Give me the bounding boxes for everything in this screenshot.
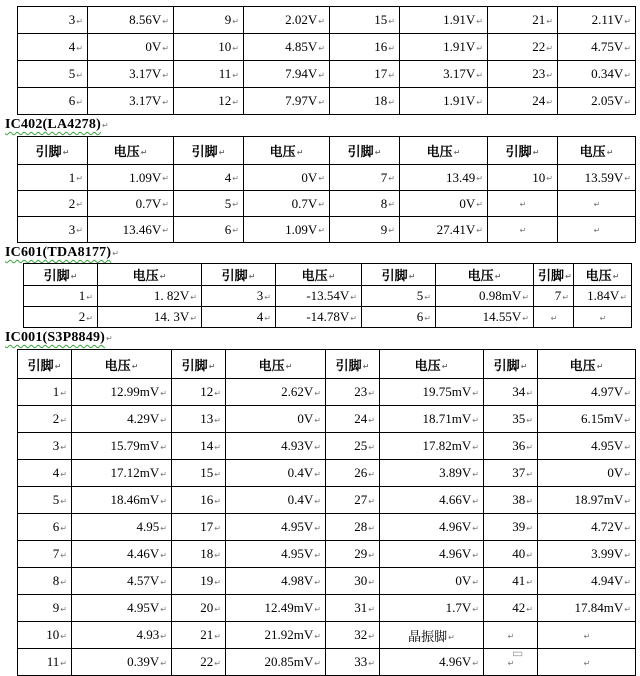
column-header: 引脚 ↵ — [534, 264, 574, 286]
table-cell: 4.95 ↵ — [72, 514, 172, 541]
table-cell: 12.99mV ↵ — [72, 379, 172, 406]
table-row — [24, 286, 632, 307]
column-header: 电压 ↵ — [574, 264, 632, 286]
table-row — [18, 191, 636, 217]
table-cell: 4.96V ↵ — [380, 514, 484, 541]
table-cell: 38 ↵ — [484, 487, 538, 514]
table-cell: 26 ↵ — [326, 460, 380, 487]
table-cell: 24 ↵ — [488, 88, 558, 115]
table-cell: 0V ↵ — [88, 34, 174, 61]
table-cell: 6 ↵ — [18, 514, 72, 541]
table-row — [18, 34, 636, 61]
table-cell: 19 ↵ — [172, 568, 226, 595]
column-header: 电压 ↵ — [436, 264, 534, 286]
table-cell: 7 ↵ — [534, 286, 574, 307]
column-header: 电压 ↵ — [226, 350, 326, 379]
table-cell: 41 ↵ — [484, 568, 538, 595]
table-cell: 3 ↵ — [202, 286, 276, 307]
table-cell: 4.93 ↵ — [72, 622, 172, 649]
table-cell — [574, 307, 632, 328]
table-cell: 4.75V ↵ — [558, 34, 636, 61]
table-cell: 29 ↵ — [326, 541, 380, 568]
table-cell: 0V ↵ — [538, 460, 636, 487]
table-cell: 18.46mV ↵ — [72, 487, 172, 514]
table-row — [18, 406, 636, 433]
table-cell: -14.78V ↵ — [276, 307, 362, 328]
table-cell: 2.11V ↵ — [558, 7, 636, 34]
table-cell: 0V ↵ — [380, 568, 484, 595]
table-cell — [484, 622, 538, 649]
table-cell: 12 ↵ — [174, 88, 244, 115]
table-row — [18, 460, 636, 487]
table-cell: 4.94V ↵ — [538, 568, 636, 595]
table-cell: 17 ↵ — [330, 61, 400, 88]
table-row — [18, 595, 636, 622]
table-row — [18, 61, 636, 88]
ic601-voltage-table — [23, 263, 632, 328]
column-header: 引脚 ↵ — [484, 350, 538, 379]
table-cell: 15 ↵ — [172, 460, 226, 487]
table-cell: 23 ↵ — [488, 61, 558, 88]
table-cell: 4.29V ↵ — [72, 406, 172, 433]
table-cell: 11 ↵ — [174, 61, 244, 88]
table-cell: 17 ↵ — [172, 514, 226, 541]
table-header — [24, 264, 632, 286]
table-cell: 2 ↵ — [24, 307, 98, 328]
table-cell: 4.98V ↵ — [226, 568, 326, 595]
table-cell: 3.89V ↵ — [380, 460, 484, 487]
table-cell: 4.95V ↵ — [226, 514, 326, 541]
column-header: 电压 ↵ — [244, 137, 330, 165]
table-cell: 18.71mV ↵ — [380, 406, 484, 433]
column-header: 引脚 ↵ — [172, 350, 226, 379]
table-cell: 6 ↵ — [362, 307, 436, 328]
table-cell: 0.7V ↵ — [244, 191, 330, 217]
table-cell: 4.66V ↵ — [380, 487, 484, 514]
table-cell: 6.15mV ↵ — [538, 406, 636, 433]
header-row — [24, 264, 632, 286]
column-header: 电压 ↵ — [88, 137, 174, 165]
table-cell: 4.95V ↵ — [72, 595, 172, 622]
table-cell: 22 ↵ — [172, 649, 226, 676]
table-cell: 3.17V ↵ — [88, 88, 174, 115]
column-header: 引脚 ↵ — [18, 137, 88, 165]
table-cell: 2.62V ↵ — [226, 379, 326, 406]
table-cell: 1. 82V ↵ — [98, 286, 202, 307]
column-header: 电压 ↵ — [400, 137, 488, 165]
table-cell: 18 ↵ — [172, 541, 226, 568]
table-cell: 4 ↵ — [18, 34, 88, 61]
watermark-icon: ▭ — [512, 646, 524, 660]
table-cell: -13.54V ↵ — [276, 286, 362, 307]
table-cell: 0V ↵ — [400, 191, 488, 217]
table-cell: 1.7V ↵ — [380, 595, 484, 622]
table-cell — [558, 191, 636, 217]
table-cell: 0.98mV ↵ — [436, 286, 534, 307]
table-cell: 9 ↵ — [174, 7, 244, 34]
table-row — [18, 379, 636, 406]
table-cell: 7 ↵ — [330, 165, 400, 191]
table-row — [18, 88, 636, 115]
table-cell: 10 ↵ — [174, 34, 244, 61]
header-row — [18, 137, 636, 165]
table-cell: 32 ↵ — [326, 622, 380, 649]
table-cell: 5 ↵ — [362, 286, 436, 307]
table-row — [18, 433, 636, 460]
table-cell: 19.75mV ↵ — [380, 379, 484, 406]
table-cell: 4.96V ↵ — [380, 541, 484, 568]
table-cell: 17.82mV ↵ — [380, 433, 484, 460]
ic001-voltage-table — [17, 349, 636, 676]
table-cell: 5 ↵ — [18, 61, 88, 88]
table-cell: 1.91V ↵ — [400, 7, 488, 34]
table-row — [18, 541, 636, 568]
table-cell: 22 ↵ — [488, 34, 558, 61]
column-header: 电压 ↵ — [276, 264, 362, 286]
ic601-title: IC601(TDA8177) ↵ — [5, 245, 119, 261]
column-header: 电压 ↵ — [380, 350, 484, 379]
table-cell: 7.94V ↵ — [244, 61, 330, 88]
table-cell: 8 ↵ — [330, 191, 400, 217]
table-cell: 4.95V ↵ — [226, 541, 326, 568]
table-cell: 1.91V ↵ — [400, 88, 488, 115]
table-row — [18, 568, 636, 595]
table-cell: 4.96V ↵ — [380, 649, 484, 676]
table-cell: 0.34V ↵ — [558, 61, 636, 88]
column-header: 电压 ↵ — [558, 137, 636, 165]
table-cell: 34 ↵ — [484, 379, 538, 406]
table-body — [18, 379, 636, 676]
table-cell: 7.97V ↵ — [244, 88, 330, 115]
table-cell: 2.05V ↵ — [558, 88, 636, 115]
column-header: 引脚 ↵ — [24, 264, 98, 286]
table-body — [24, 286, 632, 328]
table-cell: 1 ↵ — [18, 379, 72, 406]
table-cell: 13 ↵ — [172, 406, 226, 433]
table-cell: 4 ↵ — [18, 460, 72, 487]
table-cell: 16 ↵ — [330, 34, 400, 61]
table-cell: 4.57V ↵ — [72, 568, 172, 595]
table-row — [18, 217, 636, 243]
table-cell: 0V ↵ — [244, 165, 330, 191]
table-cell: 15.79mV ↵ — [72, 433, 172, 460]
table-row — [18, 7, 636, 34]
table-cell: 4.72V ↵ — [538, 514, 636, 541]
table-cell: 8.56V ↵ — [88, 7, 174, 34]
table-cell: 28 ↵ — [326, 514, 380, 541]
table-cell: 27.41V ↵ — [400, 217, 488, 243]
table-cell: 6 ↵ — [18, 88, 88, 115]
column-header: 电压 ↵ — [72, 350, 172, 379]
table-row — [18, 514, 636, 541]
table-cell — [488, 191, 558, 217]
table-cell — [558, 217, 636, 243]
table-cell: 1 ↵ — [18, 165, 88, 191]
table-cell — [538, 622, 636, 649]
table-cell: 10 ↵ — [18, 622, 72, 649]
table-cell: 2.02V ↵ — [244, 7, 330, 34]
table-cell: 40 ↵ — [484, 541, 538, 568]
ic001-title: IC001(S3P8849) ↵ — [5, 330, 113, 346]
table-cell: 18.97mV ↵ — [538, 487, 636, 514]
table-cell: 4 ↵ — [202, 307, 276, 328]
table-row — [18, 649, 636, 676]
table-cell: 23 ↵ — [326, 379, 380, 406]
table-cell: 13.49 ↵ — [400, 165, 488, 191]
table-cell: 39 ↵ — [484, 514, 538, 541]
table-cell: 18 ↵ — [330, 88, 400, 115]
column-header: 引脚 ↵ — [326, 350, 380, 379]
table-cell: 20 ↵ — [172, 595, 226, 622]
table-cell: 4.93V ↵ — [226, 433, 326, 460]
table-cell: 10 ↵ — [488, 165, 558, 191]
column-header: 引脚 ↵ — [362, 264, 436, 286]
table-cell: 14 ↵ — [172, 433, 226, 460]
table-cell: 9 ↵ — [330, 217, 400, 243]
table-cell: 37 ↵ — [484, 460, 538, 487]
table-cell: 3 ↵ — [18, 7, 88, 34]
table-cell: 42 ↵ — [484, 595, 538, 622]
table-cell: 3 ↵ — [18, 433, 72, 460]
table-cell: 35 ↵ — [484, 406, 538, 433]
table-cell: 20.85mV ↵ — [226, 649, 326, 676]
table-row — [18, 165, 636, 191]
table-cell: 1 ↵ — [24, 286, 98, 307]
table-cell: 12.49mV ↵ — [226, 595, 326, 622]
table-cell: 21.92mV ↵ — [226, 622, 326, 649]
table-cell: 21 ↵ — [172, 622, 226, 649]
table-cell: 2 ↵ — [18, 191, 88, 217]
table-cell: 11 ↵ — [18, 649, 72, 676]
table-cell: 17.84mV ↵ — [538, 595, 636, 622]
table-cell: 15 ↵ — [330, 7, 400, 34]
column-header: 引脚 ↵ — [174, 137, 244, 165]
column-header: 电压 ↵ — [538, 350, 636, 379]
table-cell: 1.84V ↵ — [574, 286, 632, 307]
table-cell: 12 ↵ — [172, 379, 226, 406]
table-cell: 14.55V ↵ — [436, 307, 534, 328]
table-cell: 3.17V ↵ — [400, 61, 488, 88]
table-cell — [538, 649, 636, 676]
table-row — [24, 307, 632, 328]
table-cell: 0.39V ↵ — [72, 649, 172, 676]
table-cell: 4.46V ↵ — [72, 541, 172, 568]
column-header: 引脚 ↵ — [18, 350, 72, 379]
table-cell: 2 ↵ — [18, 406, 72, 433]
table-cell — [488, 217, 558, 243]
table-row — [18, 622, 636, 649]
table-cell: 25 ↵ — [326, 433, 380, 460]
table-header — [18, 137, 636, 165]
column-header: 引脚 ↵ — [488, 137, 558, 165]
ic402-voltage-table — [17, 136, 636, 243]
table-cell: 5 ↵ — [18, 487, 72, 514]
table-cell: 14. 3V ↵ — [98, 307, 202, 328]
table-cell: 0V ↵ — [226, 406, 326, 433]
table-cell: 6 ↵ — [174, 217, 244, 243]
table-cell: 17.12mV ↵ — [72, 460, 172, 487]
table-cell: 0.4V ↵ — [226, 487, 326, 514]
table-cell: 1.09V ↵ — [244, 217, 330, 243]
table-cell: 4.85V ↵ — [244, 34, 330, 61]
table-cell: 36 ↵ — [484, 433, 538, 460]
table-cell: 16 ↵ — [172, 487, 226, 514]
column-header: 引脚 ↵ — [330, 137, 400, 165]
ic402-title: IC402(LA4278) ↵ — [5, 117, 109, 133]
table-cell: 3.17V ↵ — [88, 61, 174, 88]
table-cell: 24 ↵ — [326, 406, 380, 433]
table-cell: 21 ↵ — [488, 7, 558, 34]
column-header: 电压 ↵ — [98, 264, 202, 286]
table-header — [18, 350, 636, 379]
table-cell: 0.7V ↵ — [88, 191, 174, 217]
table-body — [18, 165, 636, 243]
table-cell: 7 ↵ — [18, 541, 72, 568]
table-cell: 4 ↵ — [174, 165, 244, 191]
column-header: 引脚 ↵ — [202, 264, 276, 286]
table-cell: 27 ↵ — [326, 487, 380, 514]
header-row — [18, 350, 636, 379]
table-cell: 5 ↵ — [174, 191, 244, 217]
table-cell: 晶振脚 ↵ — [380, 622, 484, 649]
table-cell — [534, 307, 574, 328]
table-cell: 33 ↵ — [326, 649, 380, 676]
table-body — [18, 7, 636, 115]
table-cell: 31 ↵ — [326, 595, 380, 622]
table-cell: 9 ↵ — [18, 595, 72, 622]
table-cell: 13.59V ↵ — [558, 165, 636, 191]
table-cell: 0.4V ↵ — [226, 460, 326, 487]
previous-ic-voltage-table — [17, 6, 636, 115]
table-cell: 1.09V ↵ — [88, 165, 174, 191]
table-cell: 13.46V ↵ — [88, 217, 174, 243]
table-row — [18, 487, 636, 514]
table-cell: 3.99V ↵ — [538, 541, 636, 568]
table-cell: 4.95V ↵ — [538, 433, 636, 460]
table-cell: 1.91V ↵ — [400, 34, 488, 61]
table-cell: 30 ↵ — [326, 568, 380, 595]
table-cell: 3 ↵ — [18, 217, 88, 243]
table-cell: 4.97V ↵ — [538, 379, 636, 406]
table-cell: 8 ↵ — [18, 568, 72, 595]
